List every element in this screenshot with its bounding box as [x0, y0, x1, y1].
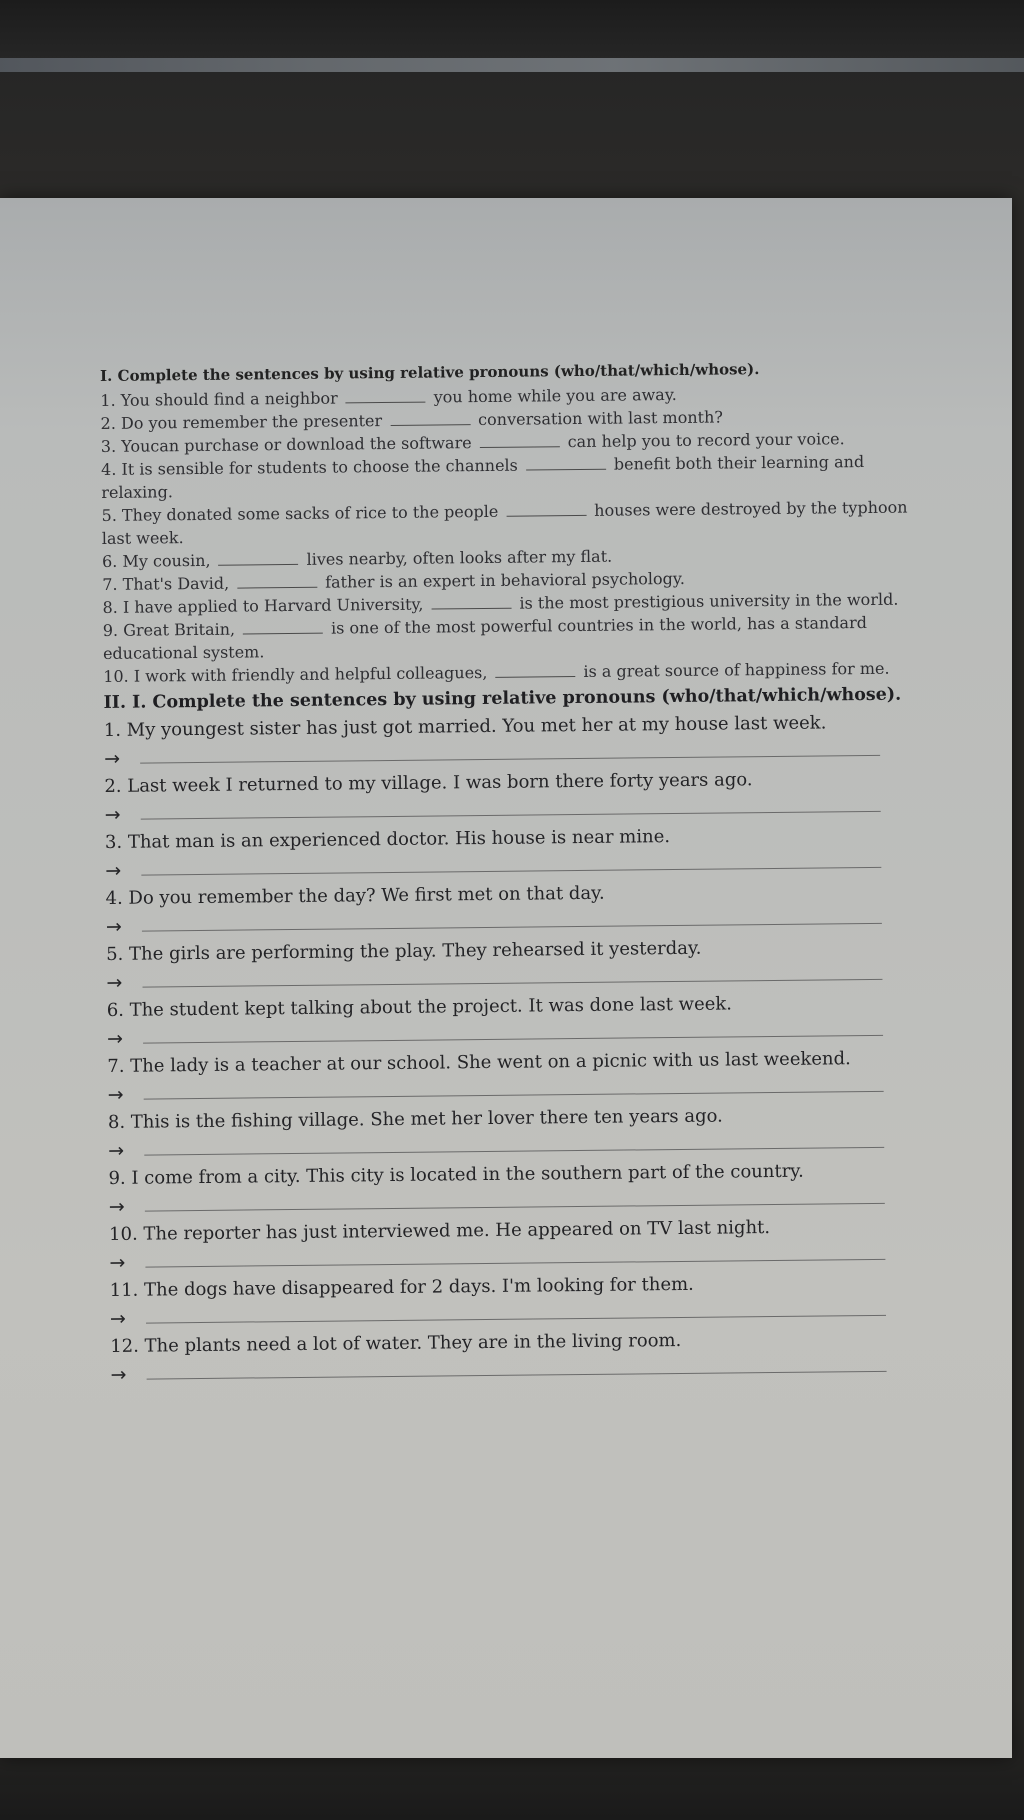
item-number: 7. [102, 574, 118, 594]
item-text-after: you home while you are away. [433, 384, 677, 407]
item-text-after: father is an expert in behavioral psychology. [325, 568, 685, 592]
item-text-before: It is sensible for students to choose the channels [121, 455, 518, 479]
answer-line[interactable] [142, 922, 882, 932]
item-text-after: benefit both their learning and relaxing. [101, 452, 865, 502]
fill-blank[interactable] [431, 594, 511, 610]
item-text-before: Great Britain, [123, 619, 236, 640]
arrow-right-icon: → [106, 1027, 124, 1050]
answer-line[interactable] [143, 978, 883, 988]
part2-question-4: 4. Do you remember the day? We first met on that day. [105, 882, 605, 909]
answer-line[interactable] [144, 1090, 884, 1100]
item-number: 9. [102, 620, 119, 640]
arrow-right-icon: → [109, 1307, 127, 1330]
answer-line[interactable] [141, 810, 881, 820]
arrow-right-icon: → [105, 915, 122, 938]
part2-question-7: 7. The lady is a teacher at our school. She went on a picnic with us last weekend. [107, 1048, 851, 1077]
fill-blank[interactable] [526, 455, 606, 471]
part2-question-12: 12. The plants need a lot of water. They are in the living room. [110, 1329, 682, 1357]
answer-line[interactable] [144, 1146, 884, 1156]
part1-heading: I. Complete the sentences by using relative pronouns (who/that/which/whose). [100, 360, 760, 385]
arrow-right-icon: → [110, 1363, 127, 1386]
background-strip [0, 58, 1024, 72]
answer-line[interactable] [141, 866, 881, 876]
item-text-before: That's David, [122, 573, 230, 594]
item-text-after: is the most prestigious university in the world. [519, 589, 899, 613]
part2-question-6: 6. The student kept talking about the project. It was done last week. [106, 993, 733, 1021]
answer-line[interactable] [145, 1202, 885, 1212]
part2-question-9: 9. I come from a city. This city is located in the southern part of the country. [108, 1160, 804, 1189]
part2-heading: II. I. Complete the sentences by using relative pronouns (who/that/which/whose). [103, 684, 902, 713]
fill-blank[interactable] [346, 388, 426, 404]
item-number: 4. [100, 459, 117, 479]
item-number: 10. [103, 666, 129, 686]
worksheet-content [100, 356, 931, 1390]
item-number: 3. [100, 436, 117, 456]
part1-section [100, 356, 923, 688]
item-text-before: My cousin, [122, 550, 211, 571]
item-number: 1. [100, 390, 116, 410]
arrow-right-icon: → [104, 747, 121, 770]
fill-blank[interactable] [243, 619, 323, 635]
item-number: 2. [100, 413, 116, 433]
part2-question-2: 2. Last week I returned to my village. I was born there forty years ago. [104, 769, 753, 797]
part2-section [103, 681, 930, 1386]
item-text-before: I work with friendly and helpful colleagues, [133, 662, 488, 686]
arrow-right-icon: → [109, 1251, 126, 1274]
item-text-before: Do you remember the presenter [120, 411, 383, 433]
part2-question-5: 5. The girls are performing the play. They rehearsed it yesterday. [106, 937, 702, 965]
arrow-right-icon: → [105, 859, 122, 882]
item-text-after: is a great source of happiness for me. [583, 658, 890, 681]
fill-blank[interactable] [506, 501, 586, 517]
item-text-before: They donated some sacks of rice to the people [121, 501, 499, 525]
item-text-before: I have applied to Harvard University, [122, 594, 424, 617]
fill-blank[interactable] [237, 573, 317, 589]
item-text-after: conversation with last month? [478, 407, 724, 430]
arrow-right-icon: → [107, 1083, 124, 1106]
item-text-after: is one of the most powerful countries in the world, has a standard educational system. [102, 612, 868, 663]
fill-blank[interactable] [218, 550, 298, 566]
item-number: 6. [101, 551, 118, 571]
item-number: 5. [101, 505, 117, 525]
item-text-after: can help you to record your voice. [567, 429, 845, 452]
item-text-after: houses were destroyed by the typhoon last week. [101, 497, 908, 548]
arrow-right-icon: → [106, 971, 123, 994]
arrow-right-icon: → [108, 1195, 125, 1218]
item-text-before: Youcan purchase or download the software [121, 433, 472, 456]
fill-blank[interactable] [480, 432, 560, 448]
part2-question-10: 10. The reporter has just interviewed me. He appeared on TV last night. [108, 1217, 771, 1245]
part2-question-8: 8. This is the fishing village. She met her lover there ten years ago. [107, 1105, 723, 1133]
item-text-before: You should find a neighbor [120, 388, 338, 410]
part2-question-3: 3. That man is an experienced doctor. His house is near mine. [104, 826, 671, 853]
answer-line[interactable] [147, 1370, 887, 1380]
arrow-right-icon: → [108, 1139, 125, 1162]
item-number: 8. [102, 597, 118, 617]
answer-line[interactable] [145, 1258, 885, 1268]
part2-question-1: 1. My youngest sister has just got married. You met her at my house last week. [103, 712, 827, 741]
item-text-after: lives nearby, often looks after my flat. [306, 546, 613, 569]
part2-question-11: 11. The dogs have disappeared for 2 days. I'm looking for them. [109, 1273, 694, 1301]
fill-blank[interactable] [495, 662, 575, 678]
answer-line[interactable] [143, 1034, 883, 1044]
fill-blank[interactable] [390, 410, 470, 426]
answer-line[interactable] [140, 754, 880, 764]
answer-line[interactable] [146, 1314, 886, 1324]
arrow-right-icon: → [104, 803, 121, 826]
